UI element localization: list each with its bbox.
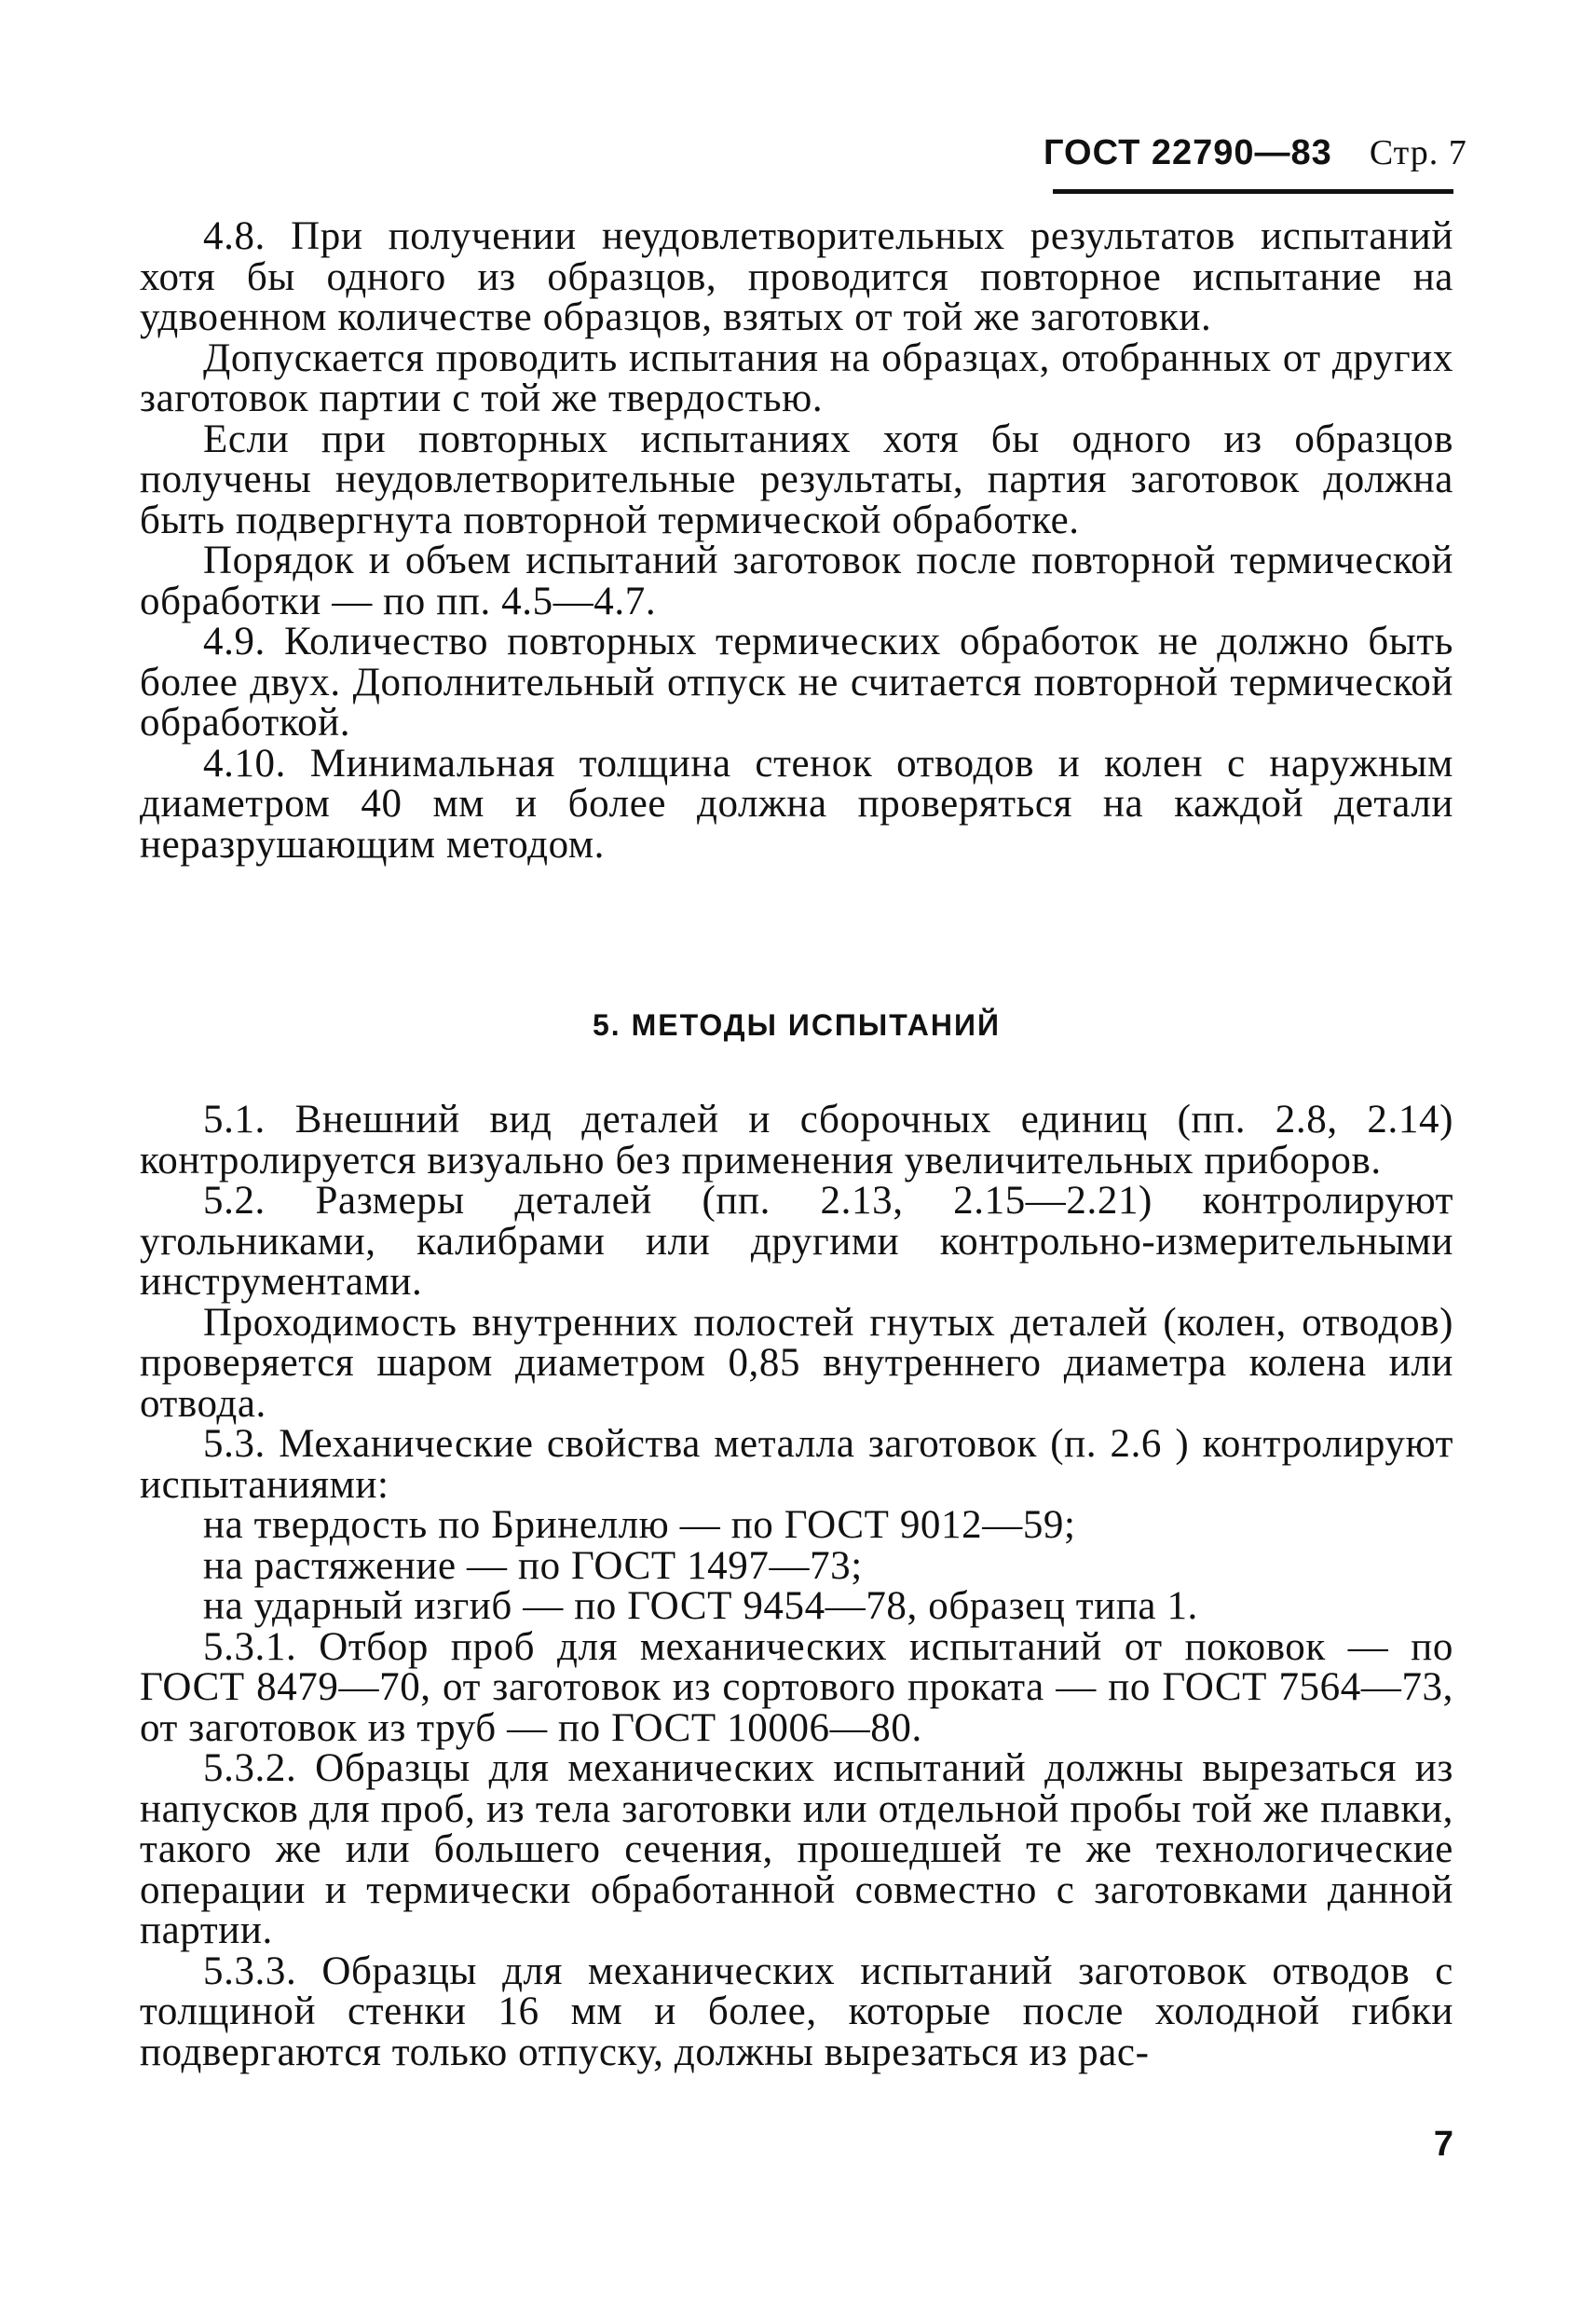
- paragraph-5-1: 5.1. Внешний вид деталей и сборочных единиц (пп. 2.8, 2.14) контролируется визуально без применения увеличительных приборов.: [140, 1098, 1453, 1183]
- paragraph-5-2: 5.2. Размеры деталей (пп. 2.13, 2.15—2.21) контролируют угольниками, калибрами или другими контрольно-измерительными инструментами.: [140, 1179, 1453, 1304]
- section-heading: 5. МЕТОДЫ ИСПЫТАНИЙ: [593, 1008, 1001, 1042]
- paragraph-4-9: 4.9. Количество повторных термических обработок не должно быть более двух. Дополнительный отпуск не считается повторной термической обработкой.: [140, 620, 1453, 745]
- paragraph-4-10: 4.10. Минимальная толщина стенок отводов и колен с наружным диаметром 40 мм и более должна проверяться на каждой детали неразрушающим методом.: [140, 741, 1453, 867]
- test-list-item: на твердость по Бринеллю — по ГОСТ 9012—59;: [203, 1503, 1076, 1547]
- paragraph-5-2-passability: Проходимость внутренних полостей гнутых деталей (колен, отводов) проверяется шаром диаметром 0,85 внутреннего диаметра колена или отвода.: [140, 1300, 1453, 1426]
- page-header: [1044, 132, 1467, 173]
- paragraph-5-3-1: 5.3.1. Отбор проб для механических испытаний от поковок — по ГОСТ 8479—70, от заготовок из сортового проката — по ГОСТ 7564—73, от заготовок из труб — по ГОСТ 10006—80.: [140, 1624, 1453, 1750]
- section-5-text: [140, 1100, 1453, 2072]
- section-4-text: [140, 216, 1453, 865]
- paragraph-4-8-retest: Если при повторных испытаниях хотя бы одного из образцов получены неудовлетворительные результаты, партия заготовок должна быть подвергнута повторной термической обработке.: [140, 417, 1453, 542]
- paragraph-4-8: 4.8. При получении неудовлетворительных результатов испытаний хотя бы одного из образцов, проводится повторное испытание на удвоенном количестве образцов, взятых от той же заготовки.: [140, 214, 1453, 339]
- paragraph-4-8-allowance: Допускается проводить испытания на образцах, отобранных от других заготовок партии с той же твердостью.: [140, 335, 1453, 420]
- test-list-item: на растяжение — по ГОСТ 1497—73;: [203, 1543, 863, 1588]
- document-reference: ГОСТ 22790—83: [1044, 133, 1332, 172]
- paragraph-5-3-2: 5.3.2. Образцы для механических испытаний должны вырезаться из напусков для проб, из тела заготовки или отдельной пробы той же плавки, такого же или большего сечения, прошедшей те же технологические операции и термически обработанной совместно с заготовками данной партии.: [140, 1746, 1453, 1952]
- paragraph-5-3-3: 5.3.3. Образцы для механических испытаний заготовок отводов с толщиной стенки 16 мм и более, которые после холодной гибки подвергаются только отпуску, должны вырезаться из рас-: [140, 1949, 1453, 2074]
- page-label: Стр. 7: [1369, 133, 1467, 172]
- page-number: 7: [1433, 2125, 1453, 2164]
- paragraph-5-3: 5.3. Механические свойства металла заготовок (п. 2.6 ) контролируют испытаниями:: [140, 1422, 1453, 1507]
- paragraph-4-8-order: Порядок и объем испытаний заготовок после повторной термической обработки — по пп. 4.5—4.7.: [140, 539, 1453, 623]
- header-rule: [1053, 189, 1453, 194]
- test-list-item: на ударный изгиб — по ГОСТ 9454—78, образец типа 1.: [203, 1584, 1198, 1628]
